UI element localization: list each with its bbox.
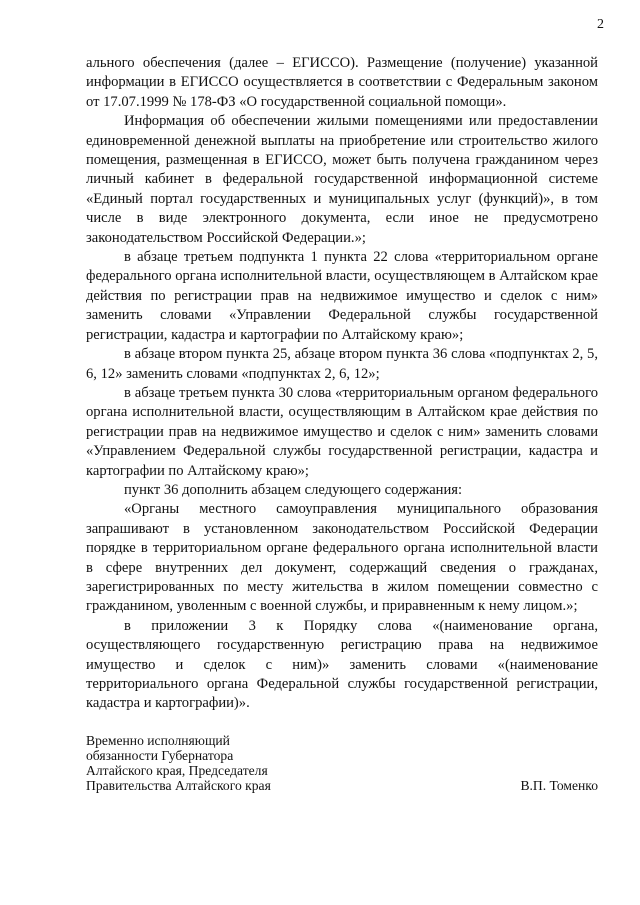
document-paragraph: Информация об обеспечении жилыми помещениями или предоставлении единовременной денежной выплаты на приобретение или строительство жилого помещения, размещенная в ЕГИССО, может быть получена гражданином через личный кабинет в федеральной государственной информационной системе «Единый портал государственных и муниципальных услуг (функций)», в том числе в виде электронного документа, если иное не предусмотрено законодательством Российской Федерации.»;	[86, 113, 598, 246]
page-number: 2	[597, 17, 604, 32]
document-paragraph: «Органы местного самоуправления муниципального образования запрашивают в установленном законодательством Российской Федерации порядке в территориальном органе федерального органа исполнительной власти в сфере внутренних дел документ, содержащий сведения о гражданах, зарегистрированных по месту жительства в жилом помещении совместно с гражданином, уволенным с военной службы, и приравненным к нему лицом.»;	[86, 501, 598, 615]
signatory-title-line: Временно исполняющий	[86, 733, 230, 748]
signatory-name: В.П. Томенко	[520, 778, 598, 793]
signatory-title-line: Правительства Алтайского края	[86, 778, 271, 793]
document-paragraph: в приложении 3 к Порядку слова «(наименование органа, осуществляющего государственную регистрацию права на недвижимое имущество и сделок с ним)» заменить словами «(наименование территориального органа Федеральной службы государственной регистрации, кадастра и картографии)».	[86, 617, 598, 712]
document-paragraph: ального обеспечения (далее – ЕГИССО). Размещение (получение) указанной информации в ЕГИССО осуществляется в соответствии с Федеральным законом от 17.07.1999 № 178-ФЗ «О государственной социальной помощи».	[86, 55, 598, 110]
signature-block	[86, 733, 598, 793]
document-paragraph: пункт 36 дополнить абзацем следующего содержания:	[124, 481, 463, 498]
document-paragraph: в абзаце третьем пункта 30 слова «территориальным органом федерального органа исполнительной власти, осуществляющим в Алтайском крае действия по регистрации прав на недвижимое имущество и сделок с ним» заменить словами «Управлением Федеральной службы государственной регистрации, кадастра и картографии по Алтайскому краю»;	[86, 384, 598, 479]
document-body	[86, 54, 598, 714]
document-paragraph: в абзаце третьем подпункта 1 пункта 22 слова «территориальном органе федерального органа исполнительной власти, осуществляющем в Алтайском крае действия по регистрации прав на недвижимое имущество и сделок с ним» заменить словами «Управлении Федеральной службы государственной регистрации, кадастра и картографии по Алтайскому краю»;	[86, 249, 598, 343]
document-paragraph: в абзаце втором пункта 25, абзаце втором пункта 36 слова «подпунктах 2, 5, 6, 12» заменить словами «подпунктах 2, 6, 12»;	[86, 346, 598, 382]
signatory-title-line: Алтайского края, Председателя	[86, 763, 268, 778]
signatory-title-line: обязанности Губернатора	[86, 748, 234, 763]
